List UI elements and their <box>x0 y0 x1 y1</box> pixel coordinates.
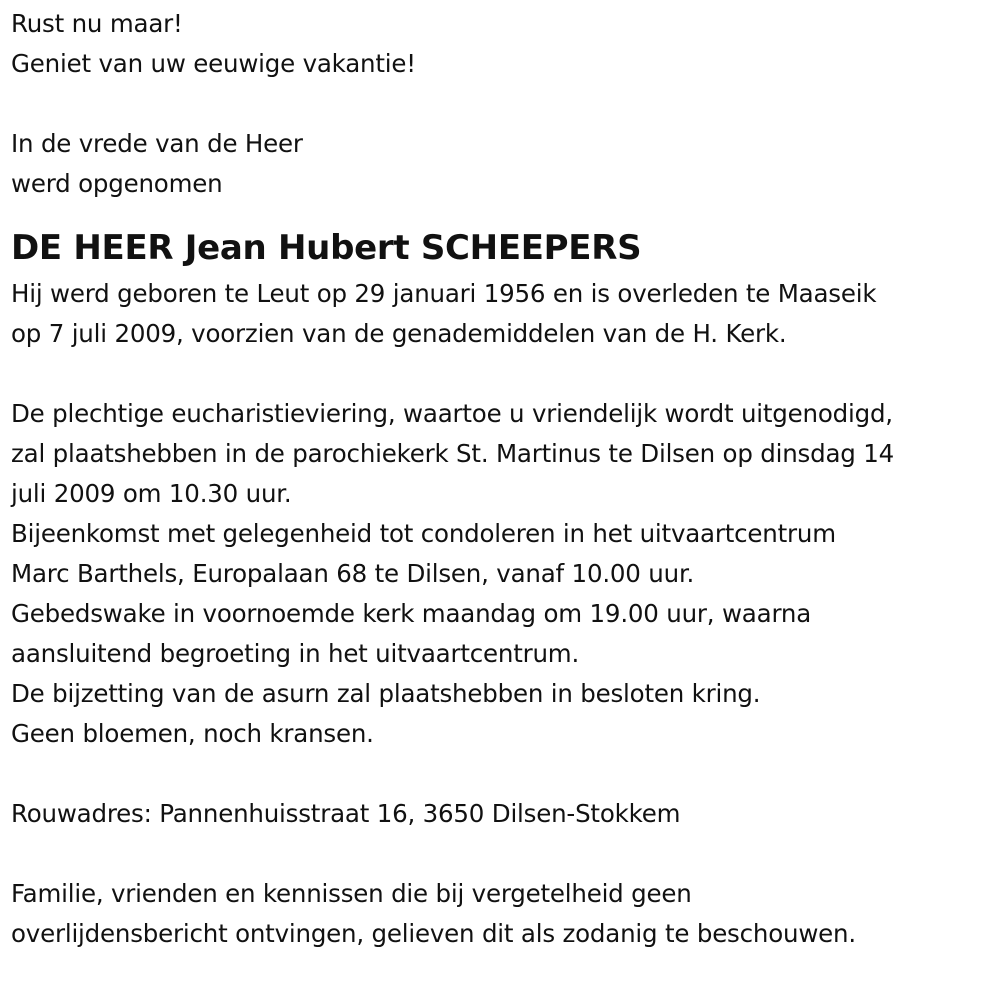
mourning-address: Rouwadres: Pannenhuisstraat 16, 3650 Dilsen-Stokkem <box>11 799 681 828</box>
ceremony-line: Bijeenkomst met gelegenheid tot condoleren in het uitvaartcentrum <box>11 519 836 548</box>
closing-line-1: Familie, vrienden en kennissen die bij vergetelheid geen <box>11 879 692 908</box>
intro-block <box>11 124 996 204</box>
motto-line-1: Rust nu maar! <box>11 9 183 38</box>
intro-line-2: werd opgenomen <box>11 169 223 198</box>
ceremony-line: Marc Barthels, Europalaan 68 te Dilsen, vanaf 10.00 uur. <box>11 559 695 588</box>
ceremony-line: aansluitend begroeting in het uitvaartcentrum. <box>11 639 580 668</box>
ceremony-line: Geen bloemen, noch kransen. <box>11 719 374 748</box>
deceased-name: DE HEER Jean Hubert SCHEEPERS <box>11 228 642 268</box>
closing-line-2: overlijdensbericht ontvingen, gelieven dit als zodanig te beschouwen. <box>11 919 856 948</box>
ceremony-line: juli 2009 om 10.30 uur. <box>11 479 292 508</box>
ceremony-line: De bijzetting van de asurn zal plaatshebben in besloten kring. <box>11 679 761 708</box>
intro-line-1: In de vrede van de Heer <box>11 129 303 158</box>
motto-block <box>11 4 996 84</box>
motto-line-2: Geniet van uw eeuwige vakantie! <box>11 49 416 78</box>
ceremony-line: Gebedswake in voornoemde kerk maandag om 19.00 uur, waarna <box>11 599 812 628</box>
ceremony-line: De plechtige eucharistieviering, waartoe u vriendelijk wordt uitgenodigd, <box>11 399 893 428</box>
ceremony-line: zal plaatshebben in de parochiekerk St. Martinus te Dilsen op dinsdag 14 <box>11 439 894 468</box>
spacer <box>11 754 996 794</box>
birth-death-line-1: Hij werd geboren te Leut op 29 januari 1956 en is overleden te Maaseik <box>11 279 877 308</box>
closing-block <box>11 874 996 954</box>
birth-death-line-2: op 7 juli 2009, voorzien van de genademiddelen van de H. Kerk. <box>11 319 787 348</box>
spacer <box>11 354 996 394</box>
obituary-notice <box>11 4 996 954</box>
spacer <box>11 84 996 124</box>
birth-death-block <box>11 274 996 354</box>
ceremony-block <box>11 394 996 754</box>
spacer <box>11 834 996 874</box>
